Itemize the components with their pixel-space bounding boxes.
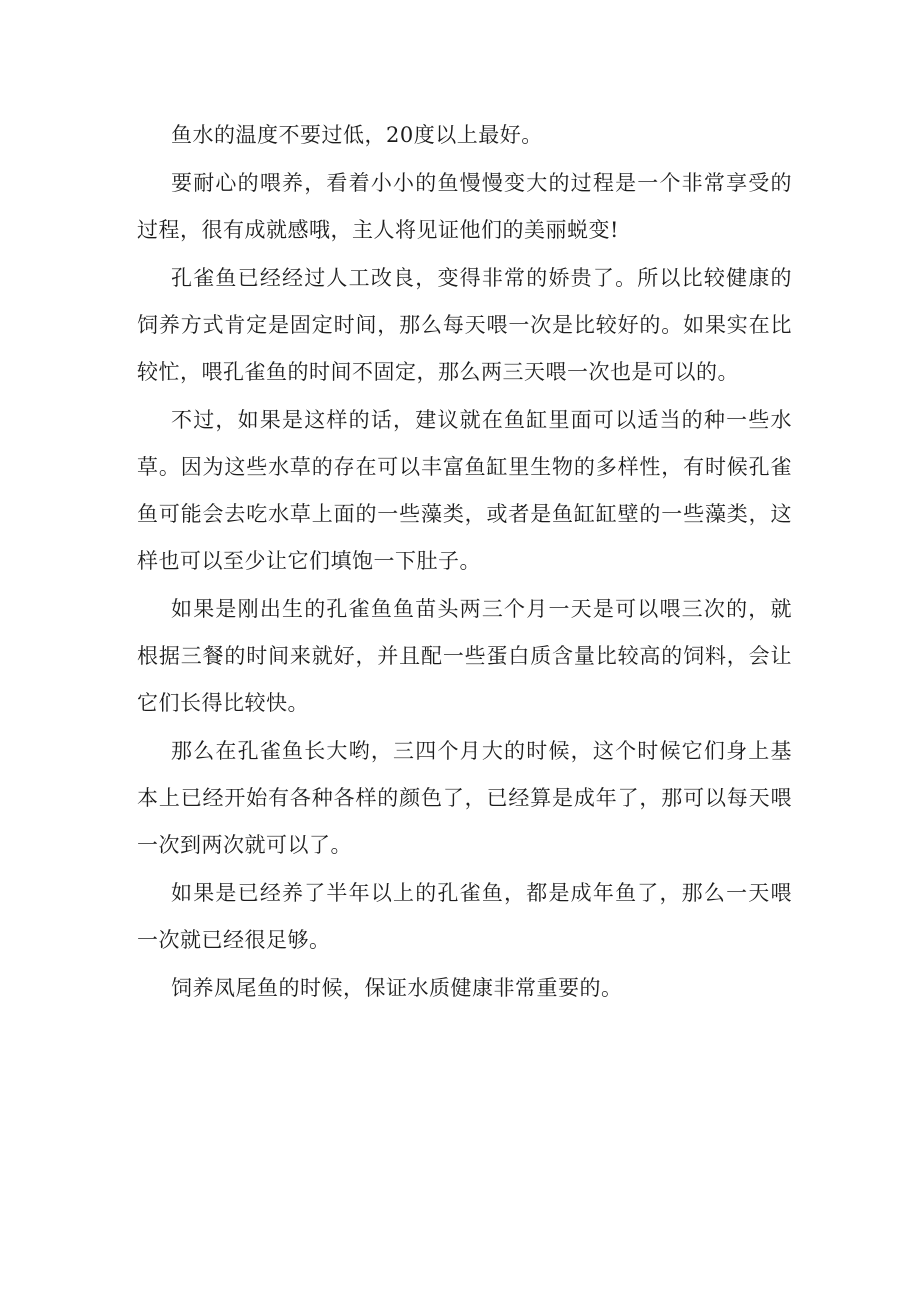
document-body (137, 112, 792, 1013)
paragraph-6: 那么在孔雀鱼长大哟，三四个月大的时候，这个时候它们身上基本上已经开始有各种各样的颜色了，已经算是成年了，那可以每天喂一次到两次就可以了。 (137, 739, 792, 857)
paragraph-3: 孔雀鱼已经经过人工改良，变得非常的娇贵了。所以比较健康的饲养方式肯定是固定时间，那么每天喂一次是比较好的。如果实在比较忙，喂孔雀鱼的时间不固定，那么两三天喂一次也是可以的。 (137, 266, 792, 384)
paragraph-8: 饲养凤尾鱼的时候，保证水质健康非常重要的。 (171, 976, 623, 1000)
paragraph-2: 要耐心的喂养，看着小小的鱼慢慢变大的过程是一个非常享受的过程，很有成就感哦，主人将见证他们的美丽蜕变! (137, 171, 792, 242)
paragraph-5: 如果是刚出生的孔雀鱼鱼苗头两三个月一天是可以喂三次的，就根据三餐的时间来就好，并且配一些蛋白质含量比较高的饲料，会让它们长得比较快。 (137, 597, 792, 715)
paragraph-4: 不过，如果是这样的话，建议就在鱼缸里面可以适当的种一些水草。因为这些水草的存在可以丰富鱼缸里生物的多样性，有时候孔雀鱼可能会去吃水草上面的一些藻类，或者是鱼缸缸壁的一些藻类，这样也可以至少让它们填饱一下肚子。 (137, 408, 792, 573)
paragraph-7: 如果是已经养了半年以上的孔雀鱼，都是成年鱼了，那么一天喂一次就已经很足够。 (137, 881, 792, 952)
paragraph-1: 鱼水的温度不要过低，20度以上最好。 (171, 123, 543, 147)
